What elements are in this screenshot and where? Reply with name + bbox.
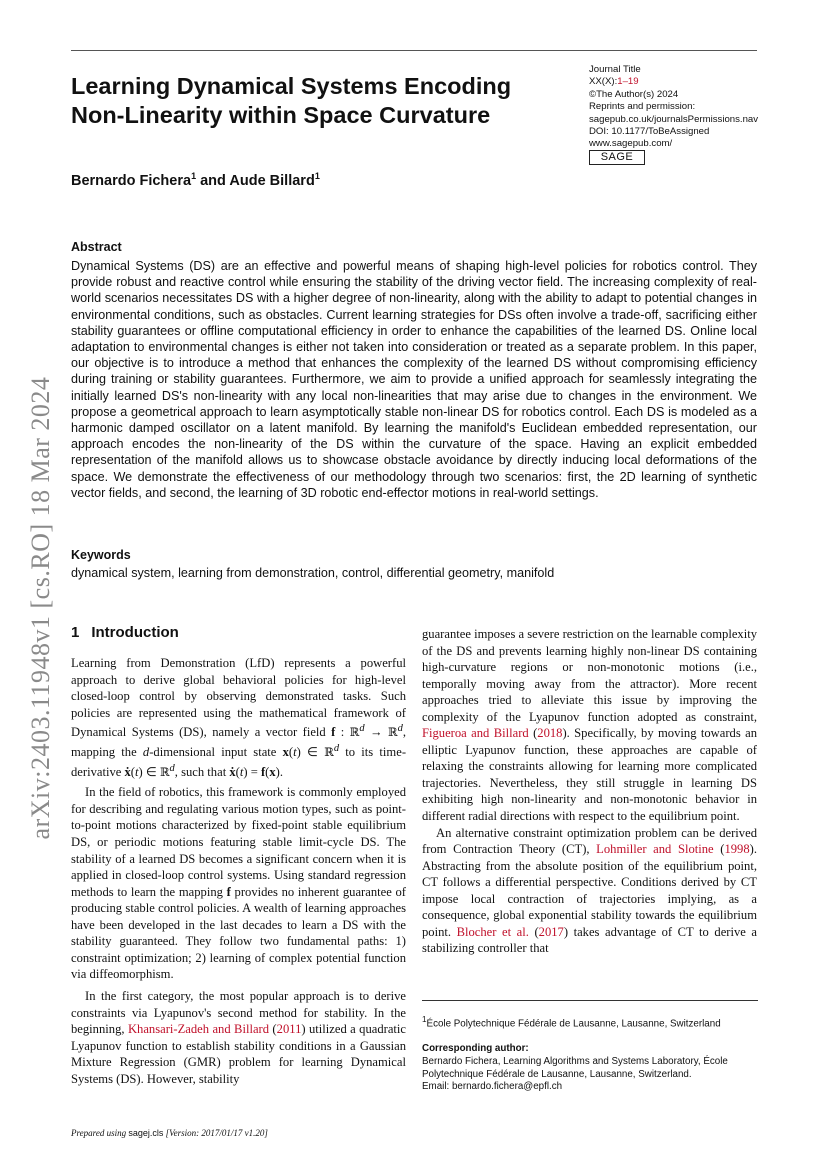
- journal-title: Journal Title: [589, 64, 641, 75]
- corresponding-author-heading: Corresponding author:: [422, 1043, 529, 1055]
- left-column: [71, 655, 406, 1087]
- paragraph: An alternative constraint optimization problem can be derived from Contraction Theory (CT), Lohmiller and Slotine (1998). Abstracting from the absolute position of the equilibrium point, CT follows a differential perspective. Conditions derived by CT impose local contraction of trajectories implying, as a consequence, global exponential stability towards the equilibrium point. Blocher et al. (2017) takes advantage of CT to derive a stabilizing controller that: [422, 825, 758, 956]
- footnote-rule: [422, 1000, 758, 1001]
- author-name: Aude Billard: [229, 172, 315, 189]
- journal-volume: XX(X):1–19: [589, 76, 639, 88]
- right-column: [422, 626, 757, 957]
- affiliation-mark: 1: [314, 171, 320, 181]
- citation-year-link[interactable]: 2017: [538, 924, 564, 939]
- citation-year-link[interactable]: 1998: [724, 842, 750, 857]
- abstract-body: Dynamical Systems (DS) are an effective and powerful means of shaping high-level policies for robotics control. They provide robust and reactive control while ensuring the stability of the driving vector field. The increasing complexity of real-world scenarios necessitates DS with a higher degree of non-linearity, along with the ability to adapt to potential changes in environmental conditions, such as obstacles. Current learning strategies for DSs often involve a trade-off, sacrificing either stability guarantees or offline computational efficiency in order to enhance the capabilities of the learned DS. Online local adaptation to environmental changes is either not taken into consideration or treated as a separate problem. In this paper, our objective is to introduce a method that enhances the complexity of the learned DS without compromising efficiency during training or stability guarantees. Furthermore, we aim to provide a unified approach for seamlessly integrating the initially learned DS's non-linearity with any local non-linearities that may arise due to changes in the environment. We propose a geometrical approach to learn asymptotically stable non-linear DS for robotics control. Each DS is modeled as a harmonic damped oscillator on a latent manifold. By learning the manifold's Euclidean embedded representation, our approach encodes the non-linearity of the DS within the curvature of the space. Having an explicit embedded representation of the manifold allows us to showcase obstacle avoidance by directly inducing local deformations of the space. We demonstrate the effectiveness of our methodology through two scenarios: first, the 2D learning of synthetic vector fields, and second, the learning of 3D robotic end-effector motions in real-world settings.: [71, 259, 757, 500]
- email: Email: bernardo.fichera@epfl.ch: [422, 1081, 563, 1093]
- keywords-heading: Keywords: [71, 548, 131, 562]
- section-heading: 1 Introduction: [71, 624, 179, 641]
- top-rule: [71, 50, 757, 51]
- paragraph: In the first category, the most popular approach is to derive constraints via Lyapunov's second method for stability. In the beginning, Khansari-Zadeh and Billard (2011) utilized a quadratic Lyapunov function to establish stability conditions in a Gaussian Mixture Regression (GMR) problem for learning Dynamical Systems (DS). However, stability: [71, 988, 407, 1086]
- arxiv-stamp: arXiv:2403.11948v1 [cs.RO] 18 Mar 2024: [26, 376, 55, 840]
- paper-title: Learning Dynamical Systems Encoding Non-Linearity within Space Curvature: [71, 73, 512, 128]
- author-name: Bernardo Fichera: [71, 172, 192, 189]
- sage-logo: SAGE: [589, 150, 645, 165]
- copyright: ©The Author(s) 2024: [589, 88, 679, 100]
- paragraph: Learning from Demonstration (LfD) represents a powerful approach to derive global behavioral policies for high-level closed-loop control by observing demonstrated tasks. Such policies are represented using the mathematical framework of Dynamical Systems (DS), namely a vector field f : ℝ$^d$ → ℝ$^d$, mapping the d-dimensional input state x(t) ∈ ℝ$^d$ to its time-derivative ẋ(t) ∈ ℝ$^d$, such that ẋ(t) = f(x).: [71, 656, 407, 779]
- keywords-body: dynamical system, learning from demonstration, control, differential geometry, manifold: [71, 566, 555, 580]
- citation-year-link[interactable]: 2018: [537, 726, 563, 741]
- prepared-using-footer: Prepared using sagej.cls [Version: 2017/01/17 v1.20]: [71, 1128, 268, 1138]
- paragraph: In the field of robotics, this framework is commonly employed for describing and regulating various motion types, such as point-to-point motions characterized by fixed-point stable equilibrium DS, or periodic motions featuring stable limit-cycle DS. The stability of a learned DS becomes a significant concern when it is applied in closed-loop control systems. Using standard regression methods to learn the mapping f provides no inherent guarantee of producing stable control policies. A wealth of learning approaches have been developed in the last decades to learn a DS with the stability guaranteed. They follow two fundamental paths: 1) constraint optimization; 2) learning of complex potential function via diffeomorphism.: [71, 785, 407, 982]
- pages-link[interactable]: 1–19: [617, 76, 639, 88]
- publisher-url: www.sagepub.com/: [589, 138, 673, 150]
- corresponding-author-text: Bernardo Fichera, Learning Algorithms and Systems Laboratory, École Polytechnique Fédérale de Lausanne, Lausanne, Switzerland.: [422, 1055, 728, 1080]
- footnotes: [422, 1014, 762, 1094]
- citation-link[interactable]: Lohmiller and Slotine: [596, 842, 714, 857]
- citation-year-link[interactable]: 2011: [276, 1022, 302, 1037]
- citation-link[interactable]: Blocher et al.: [456, 924, 529, 939]
- citation-link[interactable]: Figueroa and Billard: [422, 726, 529, 741]
- reprints: Reprints and permission:: [589, 101, 696, 113]
- journal-info: [589, 64, 758, 151]
- affiliation-footnote: $^1$École Polytechnique Fédérale de Lausanne, Lausanne, Switzerland: [422, 1015, 721, 1030]
- abstract-heading: Abstract: [71, 240, 122, 254]
- paragraph: guarantee imposes a severe restriction on the learnable complexity of the DS and prevents learning highly non-linear DS containing high-curvature regions or non-monotonic motions (i.e., temporally moving away from the attractor). More recent approaches tried to alleviate this issue by improving the complexity of the Lyapunov function adopted as constraint, Figueroa and Billard (2018). Specifically, by moving towards an elliptic Lyapunov function, these approaches are capable of relaxing the constraints allowing for learning more complicated trajectories. Nevertheless, they still struggle in learning DS exhibiting high non-linearity and non-monotonic behavior in different radial directions with respect to the equilibrium point.: [422, 627, 758, 824]
- permissions-url: sagepub.co.uk/journalsPermissions.nav: [589, 113, 759, 125]
- affiliation-mark: 1: [191, 171, 197, 181]
- doi: DOI: 10.1177/ToBeAssigned: [589, 126, 710, 138]
- citation-link[interactable]: Khansari-Zadeh and Billard: [127, 1022, 270, 1037]
- authors: Bernardo Fichera$^1$ and Aude Billard$^1$: [71, 171, 320, 189]
